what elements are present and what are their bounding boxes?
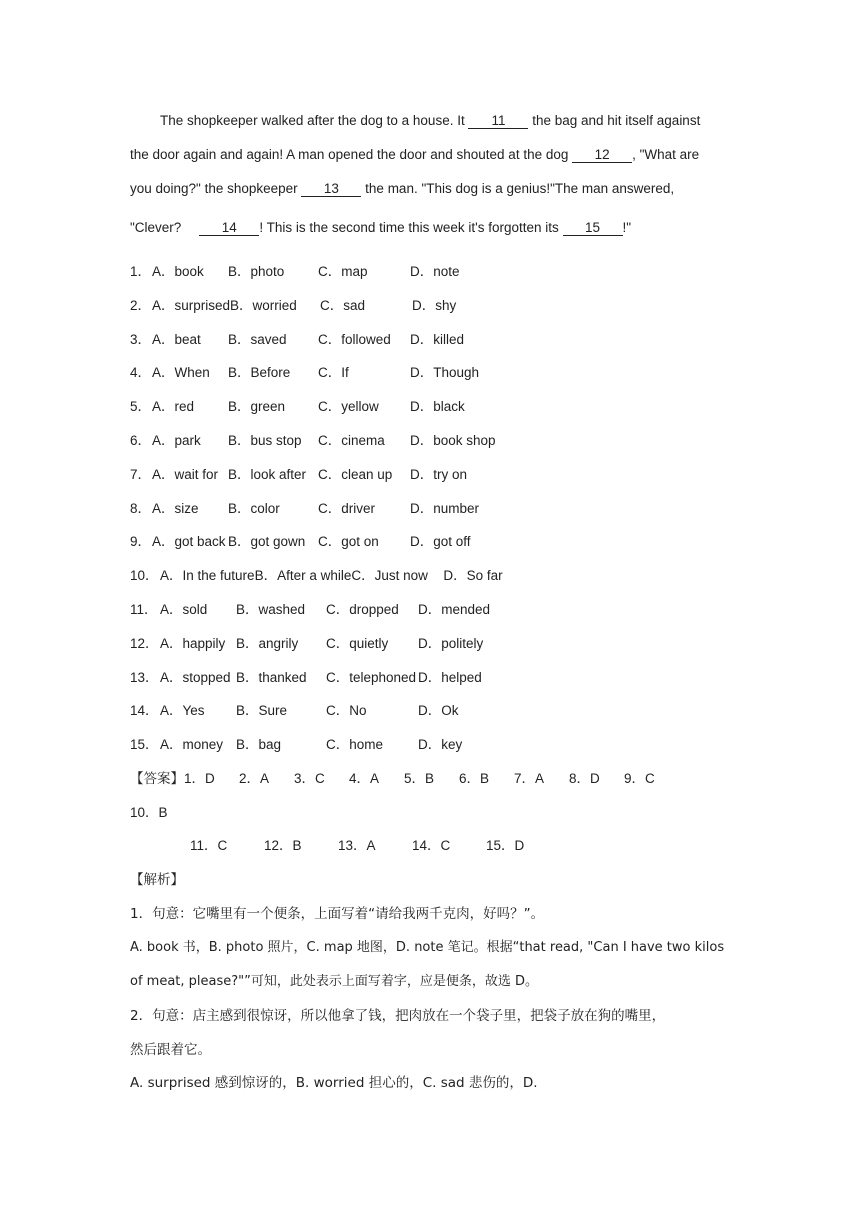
question-option: D．helped — [418, 669, 482, 685]
question-line — [130, 530, 490, 550]
question-option: C．No — [326, 703, 367, 719]
passage-text: !" — [622, 220, 632, 235]
question-number: 15． — [130, 737, 159, 753]
answer-item: 9．C — [624, 771, 655, 786]
analysis-paragraph: 1．句意：它嘴里有一个便条，上面写着“请给我两千克肉，好吗？”。 — [130, 906, 545, 922]
passage-text: the man. "This dog is a genius!"The man answered, — [361, 181, 675, 196]
analysis-paragraph: 然后跟着它。 — [130, 1042, 211, 1058]
question-option: C．driver — [318, 500, 376, 516]
analysis-paragraph: A. surprised 感到惊讶的，B. worried 担心的，C. sad 悲伤的，D. — [130, 1075, 538, 1091]
answer-item: 5．B — [404, 771, 435, 786]
passage-text: the door again and again! A man opened the door and shouted at the dog — [130, 147, 573, 162]
analysis-paragraph: A. book 书，B. photo 照片，C. map 地图，D. note 笔记。根据“that read, "Can I have two kilos — [130, 940, 725, 955]
answer-line-3 — [190, 834, 560, 854]
answer-item: 10．B — [130, 805, 168, 820]
question-option: B．Before — [228, 365, 291, 381]
question-option: B．angrily — [236, 635, 299, 651]
question-option: D．key — [418, 737, 463, 753]
question-option: D．book shop — [410, 433, 496, 448]
question-line — [130, 699, 498, 719]
question-line — [130, 564, 523, 584]
question-option: C．dropped — [326, 602, 399, 617]
answer-item: 6．B — [459, 771, 490, 786]
answer-item: 3．C — [294, 771, 325, 786]
question-number: 1． — [130, 264, 152, 279]
question-line — [130, 328, 490, 348]
question-option: C．quietly — [326, 635, 389, 651]
question-option: D．number — [410, 500, 480, 516]
question-option: D．mended — [418, 602, 491, 617]
question-option: B．look after — [228, 466, 307, 482]
question-number: 2． — [130, 297, 152, 313]
question-option: A．sold — [160, 602, 208, 617]
answer-item: 15．D — [486, 838, 525, 853]
question-option: D．Though — [410, 365, 480, 381]
question-option: B．saved — [228, 331, 287, 347]
question-option: A．wait for — [152, 466, 219, 482]
passage-text: ! This is the second time this week it's forgotten its — [259, 220, 563, 235]
answer-item: 11．C — [190, 838, 228, 853]
question-option: A．In the future — [160, 568, 255, 584]
question-option: C．home — [326, 737, 384, 753]
question-option: D．killed — [410, 331, 465, 347]
question-option: A．money — [160, 737, 224, 753]
question-number: 9． — [130, 534, 152, 550]
passage-text: The shopkeeper walked after the dog to a house. It — [160, 113, 469, 128]
question-number: 6． — [130, 433, 152, 448]
question-option: A．happily — [160, 635, 226, 651]
question-option: A．red — [152, 399, 195, 415]
question-option: B．worried — [230, 297, 297, 313]
answer-item: 2．A — [239, 771, 270, 786]
question-option: A．got back — [152, 534, 226, 550]
question-option: B．thanked — [236, 669, 307, 685]
question-option: D．got off — [410, 534, 471, 550]
blank-14: 14 — [199, 221, 259, 236]
question-line — [130, 733, 498, 753]
question-number: 3． — [130, 331, 152, 347]
question-line — [130, 463, 490, 483]
question-option: C．got on — [318, 534, 379, 550]
question-line — [130, 632, 498, 652]
question-option: C．cinema — [318, 433, 385, 448]
blank-13: 13 — [301, 182, 361, 197]
answer-item: 14．C — [412, 838, 451, 853]
question-option: A．When — [152, 365, 210, 381]
answer-item: 8．D — [569, 771, 600, 786]
blank-12: 12 — [572, 148, 632, 163]
question-option: A．beat — [152, 331, 201, 347]
blank-11: 11 — [468, 114, 528, 129]
question-number: 10． — [130, 568, 159, 584]
question-option: D．Ok — [418, 703, 459, 719]
answer-line-1 — [130, 767, 679, 787]
question-option: B．washed — [236, 602, 306, 617]
question-line — [130, 260, 490, 280]
question-line — [130, 497, 490, 517]
question-option: B．Sure — [236, 703, 288, 719]
question-number: 12． — [130, 635, 159, 651]
passage-line-1 — [160, 113, 700, 129]
question-option: C．clean up — [318, 466, 393, 482]
passage-text: "Clever? — [130, 220, 182, 235]
answer-item: 4．A — [349, 771, 380, 786]
question-option: C．followed — [318, 331, 391, 347]
passage-line-4 — [130, 220, 631, 236]
question-line — [130, 294, 492, 314]
question-option: C．yellow — [318, 399, 379, 415]
question-option: D．shy — [412, 297, 457, 313]
question-option: D．note — [410, 264, 460, 279]
question-option: D．try on — [410, 466, 468, 482]
passage-text: you doing?" the shopkeeper — [130, 181, 302, 196]
question-line — [130, 395, 490, 415]
passage-line-2 — [130, 147, 699, 163]
question-option: C．telephoned — [326, 669, 417, 685]
question-option: D．So far — [443, 568, 503, 584]
question-line — [130, 598, 498, 618]
question-option: C．sad — [320, 297, 366, 313]
question-option: B．color — [228, 500, 280, 516]
question-line — [130, 429, 496, 449]
question-option: A．stopped — [160, 669, 231, 685]
question-number: 14． — [130, 703, 159, 719]
question-option: C．If — [318, 365, 349, 381]
question-option: B．After a while — [254, 568, 352, 584]
answer-item: 7．A — [514, 771, 545, 786]
answer-row-1 — [184, 771, 679, 786]
question-line — [130, 361, 490, 381]
passage-text: , "What are — [632, 147, 700, 162]
question-number: 5． — [130, 399, 152, 415]
passage-text: the bag and hit itself against — [528, 113, 701, 128]
question-option: A．surprised — [152, 297, 231, 313]
answer-item: 1．D — [184, 771, 215, 786]
question-option: B．bag — [236, 737, 282, 753]
question-number: 4． — [130, 365, 152, 381]
question-option: B．photo — [228, 264, 285, 279]
answer-line-2 — [130, 801, 168, 821]
passage-line-3 — [130, 181, 674, 197]
analysis-label: 【解析】 — [130, 872, 184, 888]
analysis-paragraph: 2．句意：店主感到很惊讶，所以他拿了钱，把肉放在一个袋子里，把袋子放在狗的嘴里， — [130, 1008, 666, 1024]
question-option: D．politely — [418, 635, 484, 651]
blank-15: 15 — [563, 221, 623, 236]
question-option: A．book — [152, 264, 204, 279]
question-option: B．got gown — [228, 534, 306, 550]
question-number: 8． — [130, 500, 152, 516]
question-line — [130, 666, 498, 686]
question-number: 11． — [130, 602, 158, 617]
question-option: A．size — [152, 500, 199, 516]
question-option: D．black — [410, 399, 465, 415]
question-option: C．map — [318, 264, 368, 279]
answer-item: 13．A — [338, 838, 376, 853]
analysis-paragraph: of meat, please?"”可知，此处表示上面写着字，应是便条，故选 D。 — [130, 974, 539, 989]
question-option: B．bus stop — [228, 433, 302, 448]
question-option: A．Yes — [160, 703, 205, 719]
question-number: 13． — [130, 669, 159, 685]
question-option: B．green — [228, 399, 286, 415]
question-option: C．Just now — [351, 568, 428, 584]
question-option: A．park — [152, 433, 201, 448]
question-number: 7． — [130, 466, 152, 482]
answer-label: 【答案】 — [130, 771, 184, 787]
answer-item: 12．B — [264, 838, 302, 853]
